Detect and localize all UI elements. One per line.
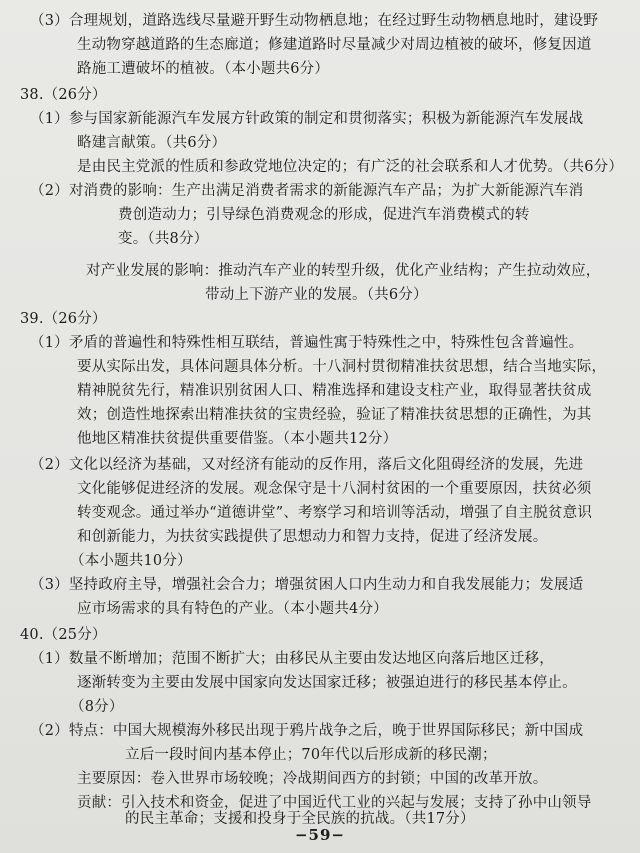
- q39-part2-line4: 和创新能力，为扶贫实践提供了思想动力和智力支持，促进了经济发展。: [77, 529, 548, 545]
- page-number: −59−: [294, 826, 345, 844]
- q40-part2-line2: 立后一段时间内基本停止；70年代以后形成新的移民潮；: [125, 747, 497, 763]
- q40-title: 40.（25分）: [20, 627, 107, 643]
- q38-part2-line4: 对产业发展的影响：推动汽车产业的转型升级，优化产业结构；产生拉动效应，: [86, 263, 601, 279]
- q38-part2-line5: 带动上下游产业的发展。（共6分）: [205, 287, 428, 303]
- q39-part2-line2: 文化能够促进经济的发展。观念保守是十八洞村贫困的一个重要原因，扶贫必须: [77, 481, 592, 497]
- q39-part1-line1: （1）矛盾的普遍性和特殊性相互联结，普遍性寓于特殊性之中，特殊性包含普遍性。: [30, 335, 584, 351]
- q39-part1-line4: 效；创造性地探索出精准扶贫的宝贵经验，验证了精准扶贫思想的正确性，为其: [77, 407, 592, 423]
- q38-part1-line2: 略建言献策。（共6分）: [77, 135, 227, 151]
- q38-part1-line1: （1）参与国家新能源汽车发展方针政策的制定和贯彻落实；积极为新能源汽车发展战: [30, 111, 584, 127]
- q39-part2-line5: （本小题共10分）: [70, 553, 192, 569]
- q39-part1-line3: 精神脱贫先行，精准识别贫困人口、精准选择和建设支柱产业，取得显著扶贫成: [77, 383, 592, 399]
- q40-part1-line1: （1）数量不断增加；范围不断扩大；由移民从主要由发达地区向落后地区迁移，: [30, 651, 554, 667]
- q37-part3-line2: 生动物穿越道路的生态廊道；修建道路时尽量减少对周边植被的破坏，修复因道: [77, 37, 592, 53]
- q39-part2-line3: 转变观念。通过举办“道德讲堂”、考察学习和培训等活动，增强了自主脱贫意识: [77, 505, 593, 521]
- q39-part1-line5: 他地区精准扶贫提供重要借鉴。（本小题共12分）: [77, 431, 398, 447]
- q39-part2-line1: （2）文化以经济为基础，又对经济有能动的反作用，落后文化阻碍经济的发展，先进: [30, 457, 584, 473]
- q38-part2-line1: （2）对消费的影响：生产出满足消费者需求的新能源汽车产品；为扩大新能源汽车消: [30, 183, 584, 199]
- q37-part3-line3: 路施工遭破坏的植被。（本小题共6分）: [77, 61, 330, 77]
- q38-title: 38.（26分）: [20, 87, 107, 103]
- q39-part3-line1: （3）坚持政府主导，增强社会合力；增强贫困人口内生动力和自我发展能力；发展适: [30, 577, 584, 593]
- q40-part2-line1: （2）特点：中国大规模海外移民出现于鸦片战争之后，晚于世界国际移民；新中国成: [30, 723, 584, 739]
- q40-part2-line5: 的民主革命；支援和投身于全民族的抗战。（共17分）: [125, 811, 475, 827]
- q40-part1-line2: 逐渐转变为主要由发展中国家向发达国家迁移；被强迫进行的移民基本停止。: [77, 675, 577, 691]
- q40-part2-line3: 主要原因：卷入世界市场较晚；冷战期间西方的封锁；中国的改革开放。: [77, 771, 548, 787]
- q40-part1-line3: （8分）: [70, 699, 124, 715]
- q38-part2-line2: 费创造动力；引导绿色消费观念的形成，促进汽车消费模式的转: [118, 207, 530, 223]
- q39-title: 39.（26分）: [20, 311, 107, 327]
- q38-part1-line3: 是由民主党派的性质和参政党地位决定的；有广泛的社会联系和人才优势。（共6分）: [77, 159, 624, 175]
- q37-part3-line1: （3）合理规划，道路选线尽量避开野生动物栖息地；在经过野生动物栖息地时，建设野: [30, 13, 599, 29]
- q40-part2-line4: 贡献：引入技术和资金，促进了中国近代工业的兴起与发展；支持了孙中山领导: [77, 795, 592, 811]
- q38-part2-line3: 变。（共8分）: [118, 231, 209, 247]
- q39-part1-line2: 要从实际出发，具体问题具体分析。十八洞村贯彻精准扶贫思想，结合当地实际，: [77, 359, 607, 375]
- q39-part3-line2: 应市场需求的具有特色的产业。（本小题共4分）: [77, 601, 388, 617]
